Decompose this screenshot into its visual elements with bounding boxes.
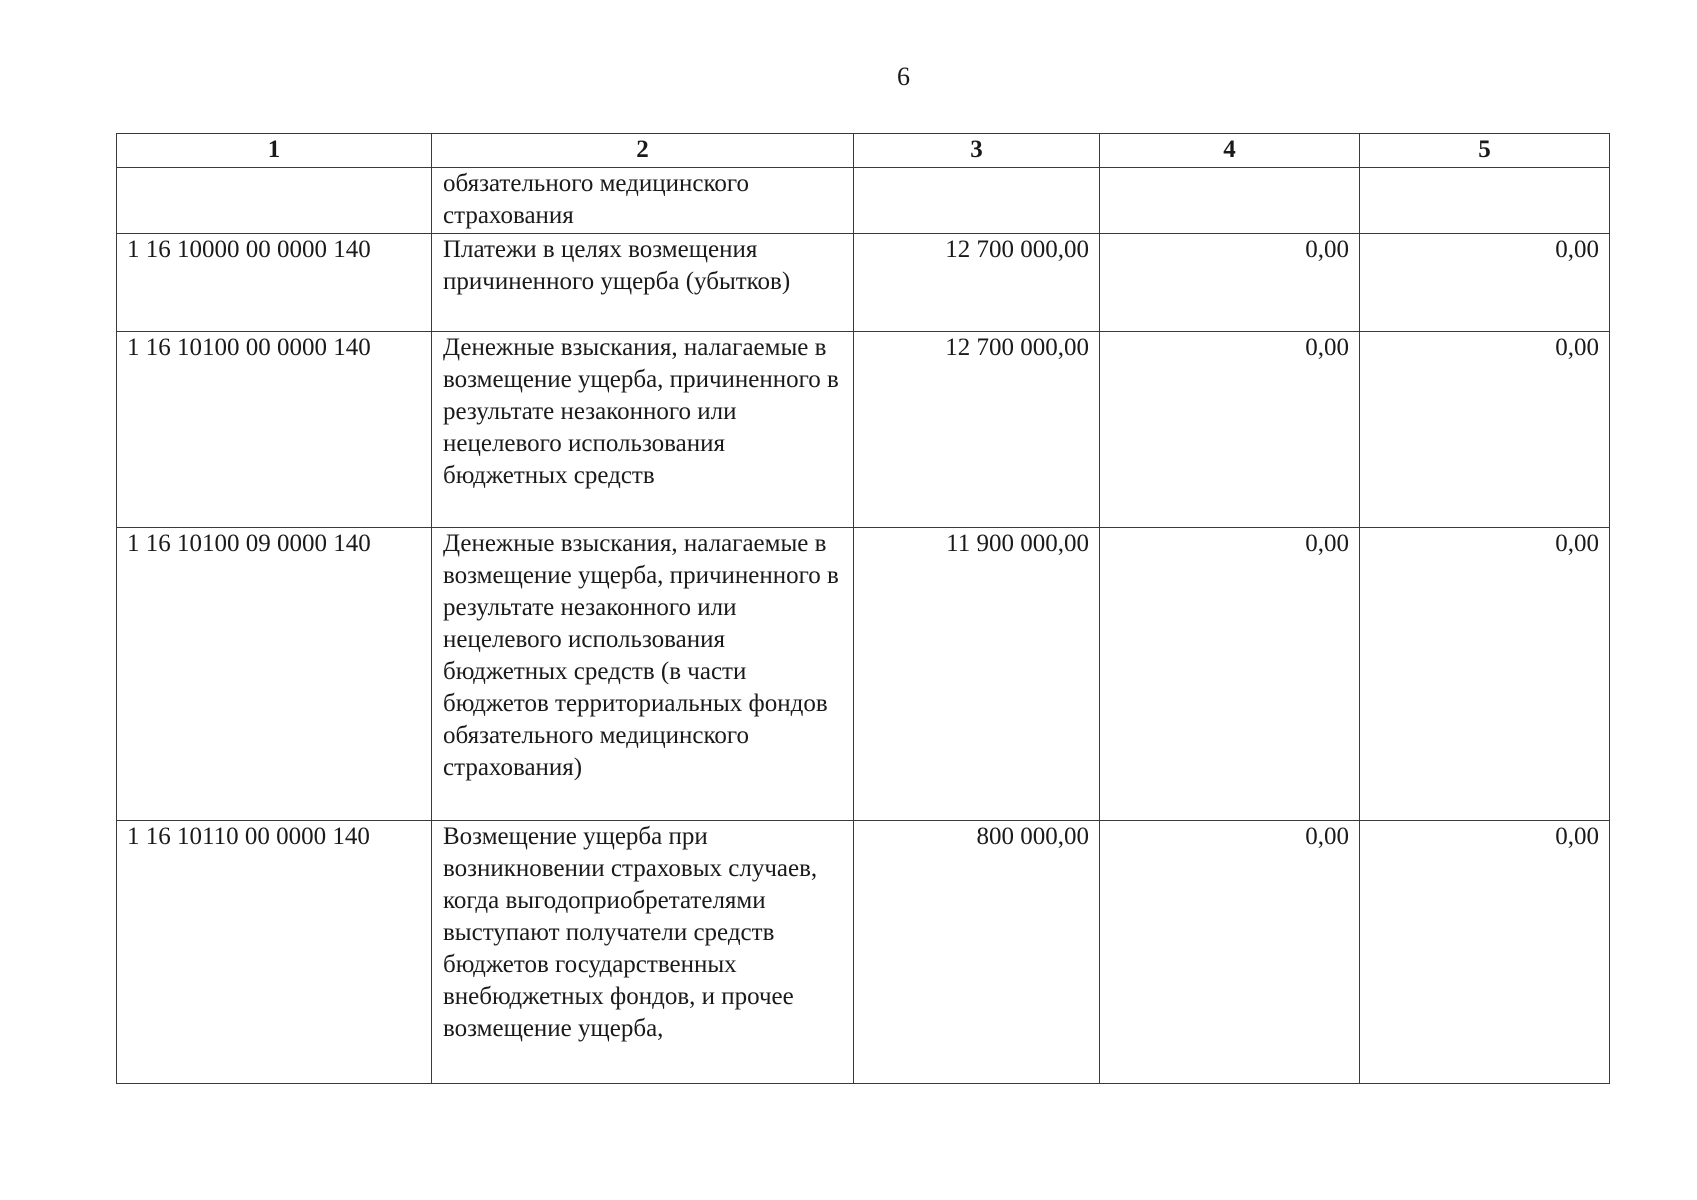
row-col4-cell: 0,00 [1100,234,1360,332]
row-code-cell: 1 16 10000 00 0000 140 [117,234,432,332]
row-code-cell: 1 16 10110 00 0000 140 [117,821,432,1084]
row-col3-cell: 12 700 000,00 [854,332,1100,528]
row-col3-cell [854,168,1100,234]
row-name-cell: Денежные взыскания, налагаемые в возмещение ущерба, причиненного в результате незаконного или нецелевого использования бюджетных средств [432,332,854,528]
table-row [117,332,1610,528]
row-col5-cell: 0,00 [1360,234,1610,332]
row-col5-cell [1360,168,1610,234]
row-col4-cell: 0,00 [1100,528,1360,821]
row-code-cell: 1 16 10100 09 0000 140 [117,528,432,821]
row-col3-cell: 12 700 000,00 [854,234,1100,332]
row-col5-cell: 0,00 [1360,332,1610,528]
column-header-1: 1 [117,134,432,168]
row-col3-cell: 11 900 000,00 [854,528,1100,821]
row-col4-cell: 0,00 [1100,821,1360,1084]
column-header-5: 5 [1360,134,1610,168]
row-col5-cell: 0,00 [1360,528,1610,821]
row-col5-cell: 0,00 [1360,821,1610,1084]
column-header-3: 3 [854,134,1100,168]
table-row [117,234,1610,332]
column-header-2: 2 [432,134,854,168]
budget-revenue-table [116,133,1610,1084]
column-header-4: 4 [1100,134,1360,168]
row-name-cell: Платежи в целях возмещения причиненного ущерба (убытков) [432,234,854,332]
page-number: 6 [897,62,910,91]
row-name-cell: Возмещение ущерба при возникновении страховых случаев, когда выгодоприобретателями выступают получатели средств бюджетов государственных внебюджетных фондов, и прочее возмещение ущерба, [432,821,854,1084]
row-name-cell: обязательного медицинского страхования [432,168,854,234]
table-row [117,528,1610,821]
table-row [117,168,1610,234]
row-code-cell: 1 16 10100 00 0000 140 [117,332,432,528]
row-col3-cell: 800 000,00 [854,821,1100,1084]
row-col4-cell: 0,00 [1100,332,1360,528]
row-col4-cell [1100,168,1360,234]
row-name-cell: Денежные взыскания, налагаемые в возмещение ущерба, причиненного в результате незаконного или нецелевого использования бюджетных средств (в части бюджетов территориальных фондов обязательного медицинского страхования) [432,528,854,821]
table-row [117,821,1610,1084]
table-header-row [117,134,1610,168]
row-code-cell [117,168,432,234]
